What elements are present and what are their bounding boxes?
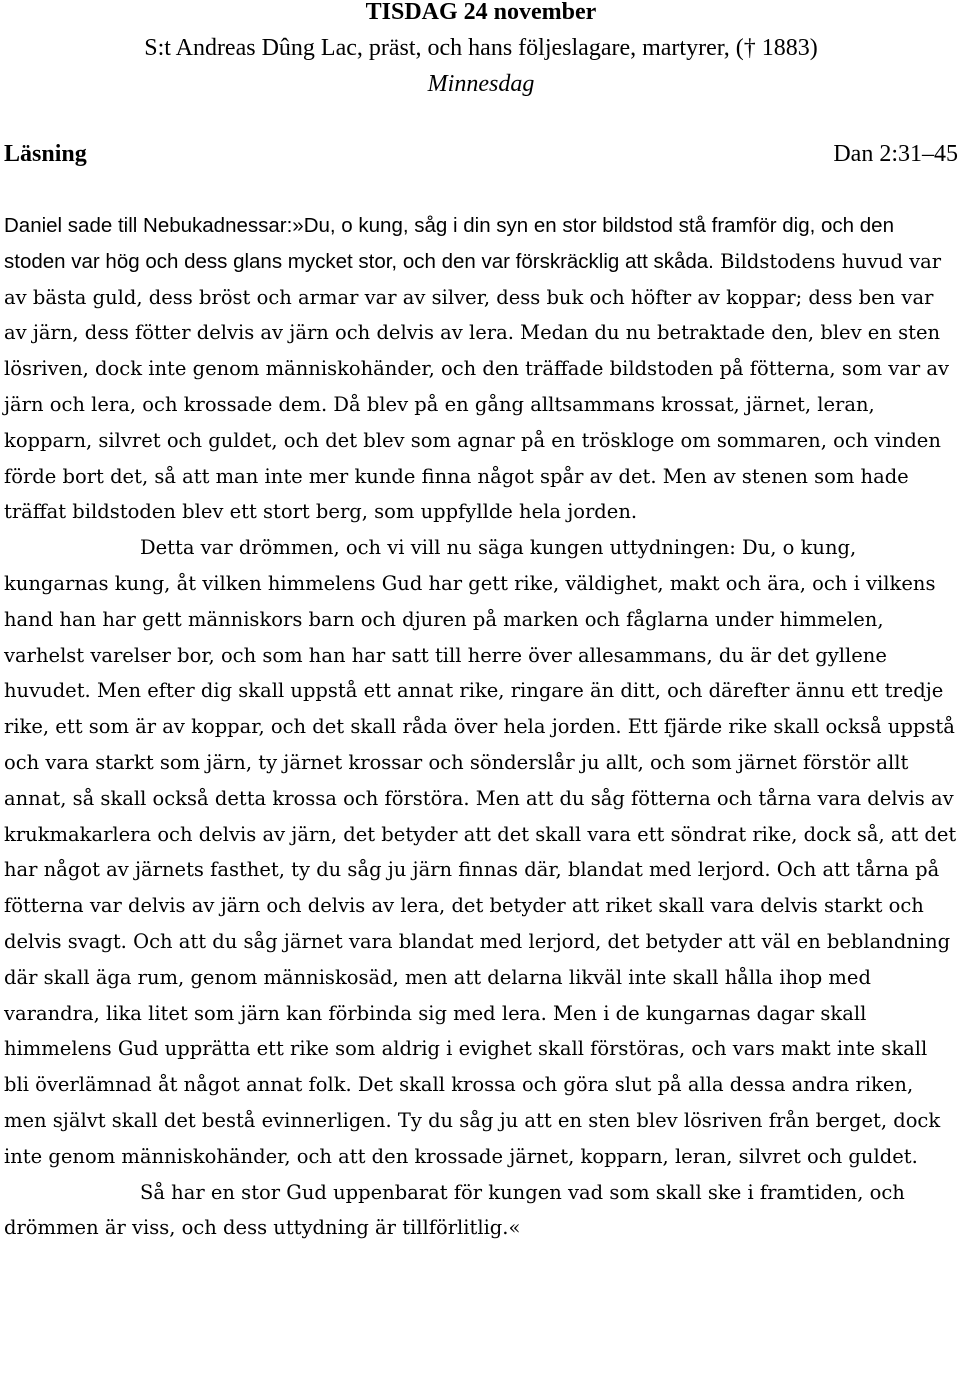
reading-label: Läsning [4, 141, 87, 167]
rank-heading: Minnesdag [427, 71, 535, 97]
reading-paragraph-3: Så har en stor Gud uppenbarat för kungen vad som skall ske i framtiden, och drömmen är viss, och dess uttydning är tillförlitlig.« [4, 1180, 905, 1240]
reading-reference: Dan 2:31–45 [833, 141, 958, 167]
saint-heading: S:t Andreas Dûng Lac, präst, och hans följeslagare, martyrer, († 1883) [144, 35, 818, 61]
reading-row [4, 136, 958, 172]
reading-paragraph-1-intro: Daniel sade till Nebukadnessar:»Du, o kung, såg i din syn en stor bildstod stå framför dig, och den stoden var hög och dess glans mycket stor, och den var förskräcklig att skåda. [4, 214, 894, 273]
reading-paragraph-1 [4, 208, 958, 530]
document-page [4, 0, 958, 1246]
reading-paragraph-2: Detta var drömmen, och vi vill nu säga kungen uttydningen: Du, o kung, kungarnas kung, åt vilken himmelens Gud har gett rike, väldighet, makt och ära, och i vilkens hand han har gett människors barn och djuren på marken och fåglarna under himmelen, varhelst varelser bor, och som han har satt till herre över allesammans, du är det gyllene huvudet. Men efter dig skall uppstå ett annat rike, ringare än ditt, och därefter ännu ett tredje rike, ett som är av koppar, och det skall råda över hela jorden. Ett fjärde rike skall också uppstå och vara starkt som järn, ty järnet krossar och sönderslår ju allt, och som järnet förstör allt annat, så skall också detta krossa och förstöra. Men att du såg fötterna och tårna vara delvis av krukmakarlera och delvis av järn, det betyder att det skall vara ett söndrat rike, dock så, att det har något av järnets fasthet, ty du såg ju järn finnas där, blandat med lerjord. Och att tårna på fötterna var delvis av järn och delvis av lera, det betyder att riket skall vara delvis starkt och delvis svagt. Och att du såg järnet vara blandat med lerjord, det betyder att väl en beblandning där skall äga rum, genom människosäd, men att delarna likväl inte skall hålla ihop med varandra, lika litet som järn kan förbinda sig med lera. Men i de kungarnas dagar skall himmelens Gud upprätta ett rike som aldrig i evighet skall förstöras, och vars makt inte skall bli överlämnad åt något annat folk. Det skall krossa och göra slut på alla dessa andra riken, men självt skall det bestå evinnerligen. Ty du såg ju att en sten blev lösriven från berget, dock inte genom människohänder, och att den krossade järnet, kopparn, leran, silvret och guldet. [4, 536, 957, 1168]
day-heading: TISDAG 24 november [365, 0, 597, 25]
reading-paragraph-1-rest: Bildstodens huvud var av bästa guld, dess bröst och armar var av silver, dess buk och höfter av koppar; dess ben var av järn, dess fötter delvis av järn och delvis av lera. Medan du nu betraktade den, blev en sten lösriven, dock inte genom människohänder, och den träffade bildstoden på fötterna, som var av järn och lera, och krossade dem. Då blev på en gång alltsammans krossat, järnet, leran, kopparn, silvret och guldet, och det blev som agnar på en tröskloge om sommaren, och vinden förde bort det, så att man inte mer kunde finna något spår av det. Men av stenen som hade träffat bildstoden blev ett stort berg, som uppfyllde hela jorden. [4, 249, 950, 524]
